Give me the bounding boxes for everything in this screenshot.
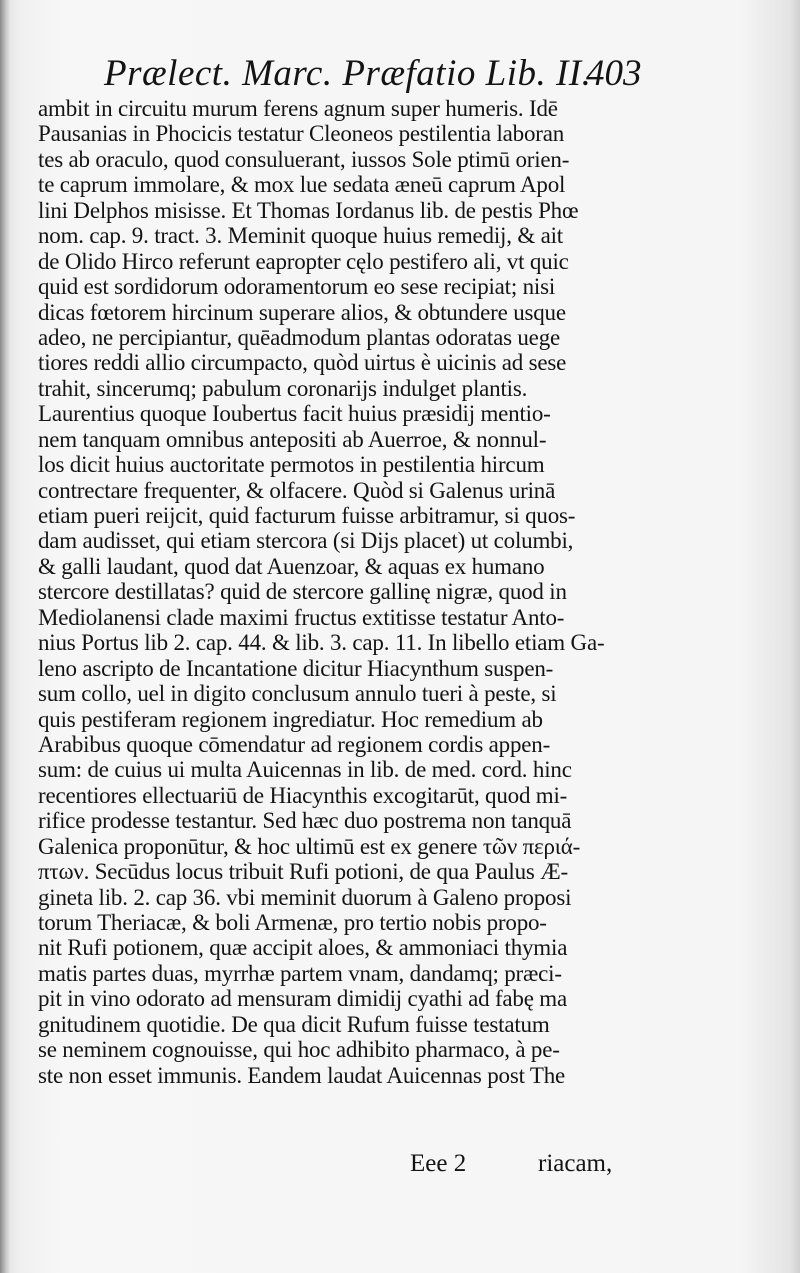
- text-line: Mediolanensi clade maximi fructus extitisse testatur Anto-: [38, 604, 565, 630]
- text-line: ste non esset immunis. Eandem laudat Auicennas post The: [38, 1062, 566, 1088]
- text-line: leno ascripto de Incantatione dicitur Hiacynthum suspen-: [38, 655, 554, 681]
- signature-mark: Eee 2: [410, 1150, 467, 1177]
- text-line: rifice prodesse testantur. Sed hæc duo postrema non tanquā: [38, 808, 572, 834]
- text-line: Laurentius quoque Ioubertus facit huius præsidij mentio-: [38, 401, 551, 427]
- text-line: πτων. Secūdus locus tribuit Rufi potioni, de qua Paulus Æ-: [38, 859, 568, 885]
- text-line: nom. cap. 9. tract. 3. Meminit quoque huius remedij, & ait: [38, 223, 563, 249]
- text-line: sum: de cuius ui multa Auicennas in lib. de med. cord. hinc: [38, 757, 572, 783]
- text-line: gnitudinem quotidie. De qua dicit Rufum fuisse testatum: [38, 1011, 550, 1037]
- text-line: matis partes duas, myrrhæ partem vnam, dandamq; præci-: [38, 960, 562, 986]
- text-line: tiores reddi allio circumpacto, quòd uirtus è uicinis ad sese: [38, 350, 567, 376]
- text-line: se neminem cognouisse, qui hoc adhibito pharmaco, à pe-: [38, 1037, 560, 1063]
- text-line: gineta lib. 2. cap 36. vbi meminit duorum à Galeno proposi: [38, 884, 572, 910]
- text-line: nit Rufi potionem, quæ accipit aloes, & ammoniaci thymia: [38, 935, 568, 961]
- text-line: pit in vino odorato ad mensuram dimidij cyathi ad fabę ma: [38, 986, 567, 1012]
- page-footer: [410, 1150, 670, 1184]
- text-line: dicas fœtorem hircinum superare alios, & obtundere usque: [38, 299, 566, 325]
- text-line: contrectare frequenter, & olfacere. Quòd si Galenus urinā: [38, 477, 556, 503]
- text-line: ambit in circuitu murum ferens agnum super humeris. Idē: [38, 96, 558, 121]
- text-line: los dicit huius auctoritate permotos in pestilentia hircum: [38, 452, 545, 478]
- text-line: etiam pueri reijcit, quid facturum fuisse arbitramur, si quos-: [38, 503, 576, 528]
- page-number: 403: [586, 53, 642, 94]
- text-line: adeo, ne percipiantur, quēadmodum plantas odoratas uege: [38, 324, 560, 350]
- text-line: quid est sordidorum odoramentorum eo sese recipiat; nisi: [38, 274, 556, 300]
- text-line: tes ab oraculo, quod consuluerant, iussos Sole ptimū orien-: [38, 146, 570, 172]
- text-line: sum collo, uel in digito conclusum annulo tueri à peste, si: [38, 681, 557, 707]
- page-header: [100, 52, 640, 96]
- text-line: recentiores ellectuariū de Hiacynthis excogitarūt, quod mi-: [38, 782, 568, 808]
- text-line: de Olido Hirco referunt eapropter cęlo pestifero ali, vt quic: [38, 248, 569, 274]
- body-text: [38, 96, 658, 1088]
- page-edge-shadow: [0, 0, 10, 1273]
- text-line: trahit, sincerumq; pabulum coronarijs indulget plantis.: [38, 375, 528, 401]
- text-line: nem tanquam omnibus antepositi ab Auerroe, & nonnul-: [38, 426, 547, 452]
- text-line: dam audisset, qui etiam stercora (si Dijs placet) ut columbi,: [38, 528, 574, 554]
- text-line: lini Delphos misisse. Et Thomas Iordanus lib. de pestis Phœ: [38, 197, 579, 223]
- text-line: quis pestiferam regionem ingrediatur. Hoc remedium ab: [38, 706, 543, 732]
- text-line: Galenica proponūtur, & hoc ultimū est ex genere τῶν περιά-: [38, 833, 581, 859]
- text-line: Pausanias in Phocicis testatur Cleoneos pestilentia laboran: [38, 121, 565, 147]
- catchword: riacam,: [538, 1150, 613, 1177]
- text-line: stercore destillatas? quid de stercore gallinę nigræ, quod in: [38, 579, 567, 605]
- text-line: & galli laudant, quod dat Auenzoar, & aquas ex humano: [38, 553, 545, 579]
- text-line: Arabibus quoque cōmendatur ad regionem cordis appen-: [38, 731, 551, 757]
- text-line: te caprum immolare, & mox lue sedata æneū caprum Apol: [38, 172, 566, 198]
- text-line: nius Portus lib 2. cap. 44. & lib. 3. cap. 11. In libello etiam Ga-: [38, 630, 605, 656]
- text-line: torum Theriacæ, & boli Armenæ, pro tertio nobis propo-: [38, 910, 547, 935]
- running-head: Prælect. Marc. Præfatio Lib. II.: [104, 53, 592, 94]
